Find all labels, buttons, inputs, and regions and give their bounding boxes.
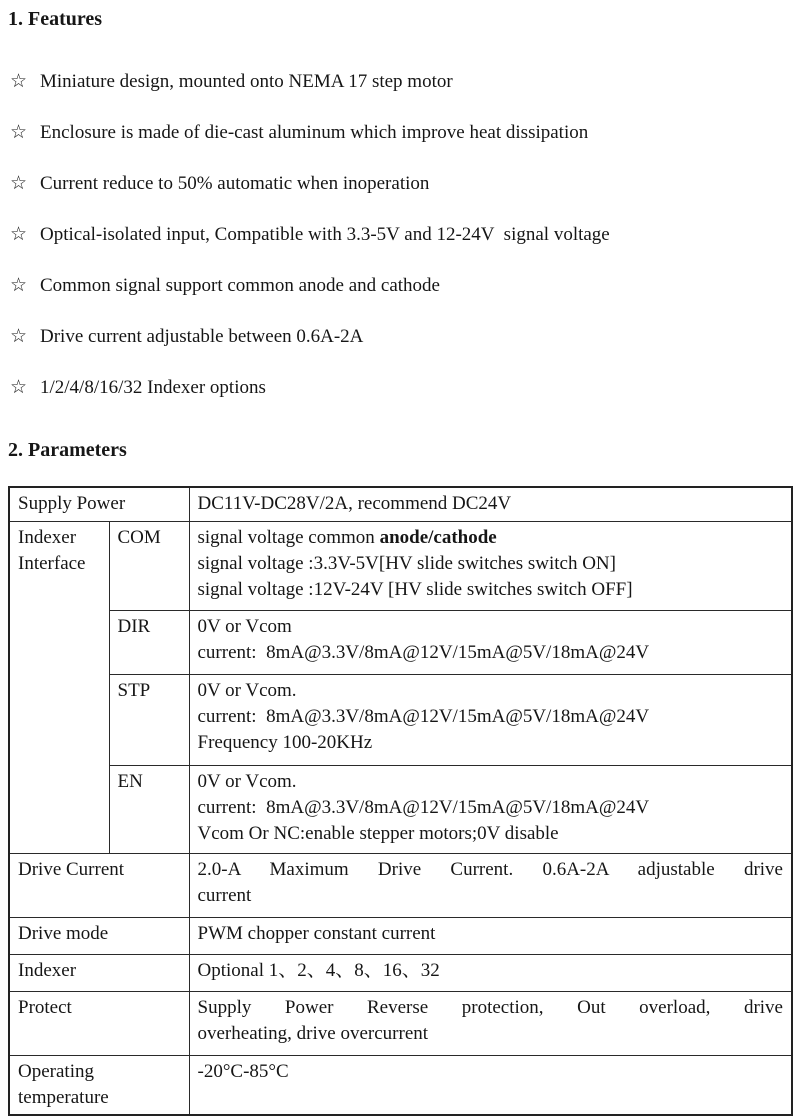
com-line-1: signal voltage common anode/cathode: [197, 526, 497, 548]
feature-text: Miniature design, mounted onto NEMA 17 step motor: [40, 71, 453, 92]
star-icon: ☆: [10, 325, 28, 347]
feature-item: [8, 323, 791, 350]
dir-line-2: current: 8mA@3.3V/8mA@12V/15mA@5V/18mA@24V: [197, 641, 650, 663]
feature-text: Enclosure is made of die-cast aluminum which improve heat dissipation: [40, 122, 589, 143]
star-icon: ☆: [10, 274, 28, 296]
feature-text: Optical-isolated input, Compatible with 3.3-5V and 12-24V signal voltage: [40, 224, 610, 245]
feature-item: [8, 119, 791, 146]
parameters-table: [8, 486, 793, 1116]
feature-item: [8, 374, 791, 401]
drive-mode-value-cell: PWM chopper constant current: [189, 917, 792, 954]
row-en: [9, 765, 792, 853]
stp-line-3: Frequency 100-20KHz: [197, 731, 373, 753]
protect-line-2: overheating, drive overcurrent: [197, 1022, 429, 1044]
feature-item: [8, 170, 791, 197]
features-heading: 1. Features: [8, 8, 103, 30]
row-protect: [9, 991, 792, 1055]
feature-text: Common signal support common anode and cathode: [40, 275, 440, 296]
dir-value-cell: [189, 610, 792, 674]
com-bold-text: anode/cathode: [379, 526, 497, 548]
feature-item: [8, 272, 791, 299]
row-stp: [9, 674, 792, 765]
stp-line-2: current: 8mA@3.3V/8mA@12V/15mA@5V/18mA@24V: [197, 705, 650, 727]
row-com: [9, 521, 792, 610]
supply-power-label-cell: Supply Power: [9, 487, 189, 521]
com-line-3: signal voltage :12V-24V [HV slide switches switch OFF]: [197, 578, 633, 600]
operating-temperature-label-cell: Operating temperature: [9, 1055, 189, 1115]
row-drive-mode: [9, 917, 792, 954]
parameters-heading: 2. Parameters: [8, 439, 127, 461]
drive-current-label-cell: Drive Current: [9, 853, 189, 917]
stp-label-cell: STP: [109, 674, 189, 765]
row-operating-temperature: [9, 1055, 792, 1115]
stp-line-1: 0V or Vcom.: [197, 679, 297, 701]
indexer-interface-group-cell: Indexer Interface: [9, 521, 109, 853]
drive-current-line-2: current: [197, 884, 252, 906]
drive-current-value-cell: [189, 853, 792, 917]
com-label-cell: COM: [109, 521, 189, 610]
feature-text: Drive current adjustable between 0.6A-2A: [40, 326, 364, 347]
row-dir: [9, 610, 792, 674]
row-supply-power: [9, 487, 792, 521]
protect-line-1: Supply Power Reverse protection, Out overload, drive: [197, 996, 783, 1018]
feature-text: 1/2/4/8/16/32 Indexer options: [40, 377, 266, 398]
indexer-label-cell: Indexer: [9, 954, 189, 991]
indexer-value-cell: Optional 1、2、4、8、16、32: [189, 954, 792, 991]
com-value-cell: [189, 521, 792, 610]
star-icon: ☆: [10, 70, 28, 92]
en-value-cell: [189, 765, 792, 853]
drive-mode-label-cell: Drive mode: [9, 917, 189, 954]
star-icon: ☆: [10, 223, 28, 245]
protect-label-cell: Protect: [9, 991, 189, 1055]
row-indexer: [9, 954, 792, 991]
feature-item: [8, 68, 791, 95]
en-line-2: current: 8mA@3.3V/8mA@12V/15mA@5V/18mA@24V: [197, 796, 650, 818]
com-line-2: signal voltage :3.3V-5V[HV slide switches switch ON]: [197, 552, 616, 574]
protect-value-cell: [189, 991, 792, 1055]
drive-current-line-1: 2.0-A Maximum Drive Current. 0.6A-2A adjustable drive: [197, 858, 783, 880]
star-icon: ☆: [10, 121, 28, 143]
en-label-cell: EN: [109, 765, 189, 853]
stp-value-cell: [189, 674, 792, 765]
operating-temperature-value-cell: -20°C-85°C: [189, 1055, 792, 1115]
en-line-1: 0V or Vcom.: [197, 770, 297, 792]
star-icon: ☆: [10, 172, 28, 194]
features-list: [8, 68, 791, 401]
row-drive-current: [9, 853, 792, 917]
star-icon: ☆: [10, 376, 28, 398]
feature-item: [8, 221, 791, 248]
dir-label-cell: DIR: [109, 610, 189, 674]
en-line-3: Vcom Or NC:enable stepper motors;0V disable: [197, 822, 559, 844]
feature-text: Current reduce to 50% automatic when inoperation: [40, 173, 430, 194]
supply-power-value-cell: DC11V-DC28V/2A, recommend DC24V: [189, 487, 792, 521]
dir-line-1: 0V or Vcom: [197, 615, 292, 637]
